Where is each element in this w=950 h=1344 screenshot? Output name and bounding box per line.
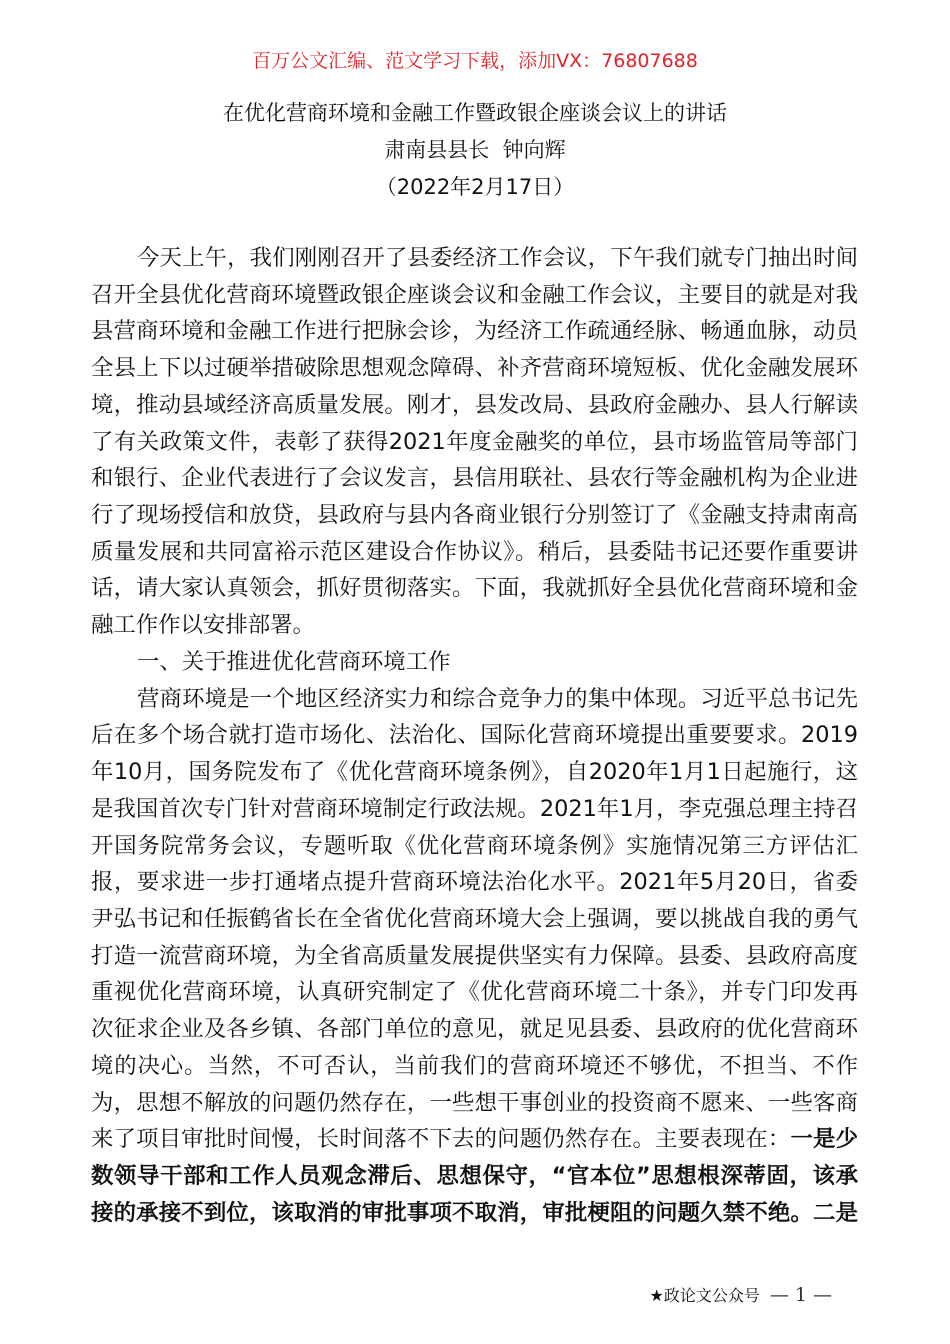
body-text: 行了现场授信和放贷，县政府与县内各商业银行分别签订了《金融支持肃南高 <box>91 502 858 529</box>
body-line <box>91 717 858 754</box>
body-text: 营商环境是一个地区经济实力和综合竞争力的集中体现。习近平总书记先 <box>137 685 858 712</box>
body-line <box>91 387 858 424</box>
body-line <box>91 1121 858 1158</box>
body-line <box>91 1158 858 1195</box>
page-number: — 1 — <box>769 1283 832 1306</box>
body-bold-text: 一是少 <box>790 1126 859 1153</box>
body-line <box>91 681 858 718</box>
body-line <box>91 313 858 350</box>
body-text: 来了项目审批时间慢，长时间落不下去的问题仍然存在。主要表现在： <box>91 1126 791 1153</box>
body-text: 一、关于推进优化营商环境工作 <box>137 648 451 675</box>
body-line <box>91 901 858 938</box>
body-text: 重视优化营商环境，认真研究制定了《优化营商环境二十条》，并专门印发再 <box>91 979 858 1006</box>
page-footer <box>649 1283 832 1306</box>
body-line <box>91 277 858 314</box>
body-line <box>91 1195 858 1232</box>
body-text: 打造一流营商环境，为全省高质量发展提供坚实有力保障。县委、县政府高度 <box>91 942 858 969</box>
body-text: 今天上午，我们刚刚召开了县委经济工作会议，下午我们就专门抽出时间 <box>137 245 858 271</box>
body-line <box>91 974 858 1011</box>
body-line <box>91 1085 858 1122</box>
body-line <box>91 828 858 865</box>
body-text: 次征求企业及各乡镇、各部门单位的意见，就足见县委、县政府的优化营商环 <box>91 1016 858 1043</box>
body-text: 境的决心。当然，不可否认，当前我们的营商环境还不够优，不担当、不作 <box>91 1052 858 1079</box>
document-date: （2022年2月17日） <box>375 175 575 199</box>
body-line <box>91 644 858 681</box>
body-line <box>91 791 858 828</box>
body-text: 了有关政策文件，表彰了获得2021年度金融奖的单位，县市场监管局等部门 <box>91 428 858 455</box>
body-line <box>91 534 858 571</box>
document-title: 在优化营商环境和金融工作暨政银企座谈会议上的讲话 <box>223 101 727 125</box>
body-text: 县营商环境和金融工作进行把脉会诊，为经济工作疏通经脉、畅通血脉，动员 <box>91 318 858 345</box>
body-text: 是我国首次专门针对营商环境制定行政法规。2021年1月，李克强总理主持召 <box>91 795 858 822</box>
body-bold-text: 接的承接不到位，该取消的审批事项不取消，审批梗阻的问题久禁不绝。二是 <box>91 1199 858 1226</box>
body-text: 尹弘书记和任振鹤省长在全省优化营商环境大会上强调，要以挑战自我的勇气 <box>91 905 858 932</box>
body-line <box>91 460 858 497</box>
download-banner: 百万公文汇编、范文学习下载，添加VX：76807688 <box>252 50 698 72</box>
body-text: 质量发展和共同富裕示范区建设合作协议》。稍后，县委陆书记还要作重要讲 <box>91 538 858 565</box>
body-text: 开国务院常务会议，专题听取《优化营商环境条例》实施情况第三方评估汇 <box>91 832 858 859</box>
body-bold-text: 数领导干部和工作人员观念滞后、思想保守，“官本位”思想根深蒂固，该承 <box>91 1162 858 1189</box>
body-text: 年10月，国务院发布了《优化营商环境条例》，自2020年1月1日起施行，这 <box>91 759 858 786</box>
body-text: 融工作作以安排部署。 <box>91 612 315 639</box>
body-text: 为，思想不解放的问题仍然存在，一些想干事创业的投资商不愿来、一些客商 <box>91 1089 858 1116</box>
body-text: 境，推动县域经济高质量发展。刚才，县发改局、县政府金融办、县人行解读 <box>91 391 858 418</box>
body-text: 报，要求进一步打通堵点提升营商环境法治化水平。2021年5月20日，省委 <box>91 869 858 896</box>
body-text: 话，请大家认真领会，抓好贯彻落实。下面，我就抓好全县优化营商环境和金 <box>91 575 858 602</box>
body-line <box>91 938 858 975</box>
body-text: 后在多个场合就打造市场化、法治化、国际化营商环境提出重要要求。2019 <box>91 722 858 749</box>
body-text: 召开全县优化营商环境暨政银企座谈会议和金融工作会议，主要目的就是对我 <box>91 281 858 308</box>
body-line <box>91 240 858 277</box>
body-text: 和银行、企业代表进行了会议发言，县信用联社、县农行等金融机构为企业进 <box>91 465 858 492</box>
document-author: 肃南县县长 钟向辉 <box>384 138 566 162</box>
body-line <box>91 754 858 791</box>
body-line <box>91 350 858 387</box>
body-line <box>91 864 858 901</box>
body-line <box>91 570 858 607</box>
body-line <box>91 1048 858 1085</box>
footer-source: ★政论文公众号 <box>649 1286 760 1305</box>
body-line <box>91 607 858 644</box>
body-line <box>91 497 858 534</box>
body-line <box>91 1011 858 1048</box>
document-body <box>91 240 858 1231</box>
body-text: 全县上下以过硬举措破除思想观念障碍、补齐营商环境短板、优化金融发展环 <box>91 355 858 382</box>
body-line <box>91 424 858 461</box>
